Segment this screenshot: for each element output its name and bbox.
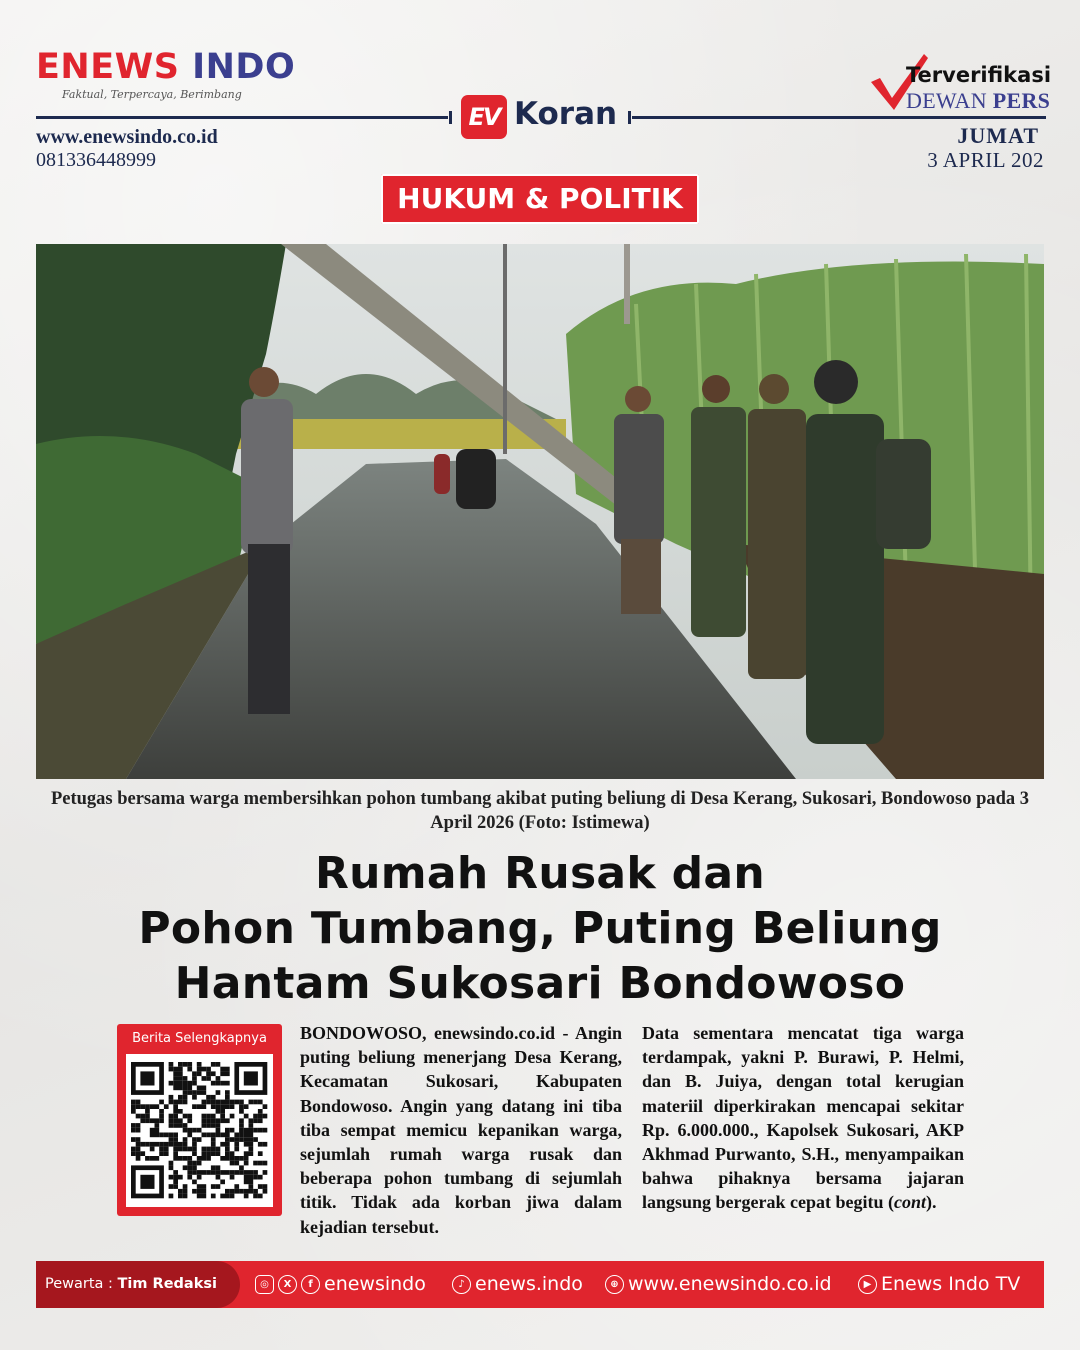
- dewan-pers-label: [906, 88, 1050, 114]
- category-badge: HUKUM & POLITIK: [381, 174, 699, 224]
- header-website: www.enewsindo.co.id: [36, 126, 218, 148]
- issue-day: JUMAT: [957, 123, 1039, 148]
- article-col2-end: ).: [926, 1192, 937, 1213]
- pers-text: PERS: [992, 88, 1051, 113]
- x-icon[interactable]: X: [278, 1275, 297, 1294]
- headline: [40, 846, 1040, 1011]
- header-phone: 081336448999: [36, 149, 156, 171]
- qr-code-image: [126, 1054, 273, 1207]
- footer-tiktok[interactable]: [452, 1261, 583, 1308]
- header-divider-right: [632, 116, 1046, 119]
- dewan-text: DEWAN: [906, 88, 993, 113]
- article-col2-text: Data sementara mencatat tiga warga terdampak, yakni P. Burawi, P. Helmi, dan B. Juiya, dengan total kerugian materiil diperkirakan mencapai sekitar Rp. 6.000.000., Kapolsek Sukosari, AKP Akhmad Purwanto, S.H., menyampaikan bahwa pihaknya bersama jajaran langsung bergerak cepat begitu (: [642, 1023, 964, 1213]
- headline-line-2: Pohon Tumbang, Puting Beliung: [138, 903, 942, 954]
- tiktok-handle[interactable]: enews.indo: [475, 1273, 583, 1295]
- news-photo: [36, 244, 1044, 779]
- photo-caption: Petugas bersama warga membersihkan pohon tumbang akibat puting beliung di Desa Kerang, Sukosari, Bondowoso pada 3 April 2026 (Foto: Istimewa): [50, 789, 1030, 833]
- header-divider-left: [36, 116, 448, 119]
- section-label: Koran: [514, 96, 618, 132]
- reporter-label: Pewarta :: [45, 1276, 118, 1292]
- youtube-icon[interactable]: ▶: [858, 1275, 877, 1294]
- reporter-badge: [36, 1261, 240, 1308]
- verified-label: Terverifikasi: [906, 63, 1052, 87]
- footer-website-link[interactable]: www.enewsindo.co.id: [628, 1273, 832, 1295]
- tiktok-icon[interactable]: ♪: [452, 1275, 471, 1294]
- ev-logo-icon: EV: [461, 95, 507, 139]
- social-handle[interactable]: enewsindo: [324, 1273, 426, 1295]
- fallen-tree-scene-image: [36, 244, 1044, 779]
- footer-website[interactable]: [605, 1261, 832, 1308]
- article-column-1: BONDOWOSO, enewsindo.co.id - Angin puting beliung menerjang Desa Kerang, Kecamatan Sukosari, Kabupaten Bondowoso. Angin yang datang ini tiba tiba sempat memicu kepanikan warga, sejumlah rumah warga rusak dan beberapa pohon tumbang di sejumlah titik. Tidak ada korban jiwa dalam kejadian tersebut.: [300, 1023, 622, 1237]
- headline-line-3: Hantam Sukosari Bondowoso: [174, 958, 906, 1009]
- footer-social-handles[interactable]: [255, 1261, 426, 1308]
- article-cont-marker: cont: [894, 1192, 927, 1213]
- article-column-2: [642, 1021, 964, 1215]
- headline-line-1: Rumah Rusak dan: [314, 848, 766, 899]
- brand-tagline: Faktual, Terpercaya, Berimbang: [62, 88, 242, 101]
- qr-code-card[interactable]: [117, 1024, 282, 1216]
- instagram-icon[interactable]: ◎: [255, 1275, 274, 1294]
- reporter-name: Tim Redaksi: [117, 1276, 217, 1292]
- brand-logo-text: [36, 47, 296, 87]
- globe-icon[interactable]: ⊕: [605, 1275, 624, 1294]
- brand-name-enews: ENEWS: [36, 47, 193, 87]
- footer-youtube[interactable]: [858, 1261, 1020, 1308]
- issue-date: 3 APRIL 202: [927, 148, 1044, 172]
- qr-label: Berita Selengkapnya: [132, 1031, 267, 1046]
- facebook-icon[interactable]: f: [301, 1275, 320, 1294]
- youtube-channel[interactable]: Enews Indo TV: [881, 1273, 1021, 1295]
- qr-code-icon[interactable]: [126, 1054, 273, 1207]
- brand-name-indo: INDO: [192, 47, 296, 87]
